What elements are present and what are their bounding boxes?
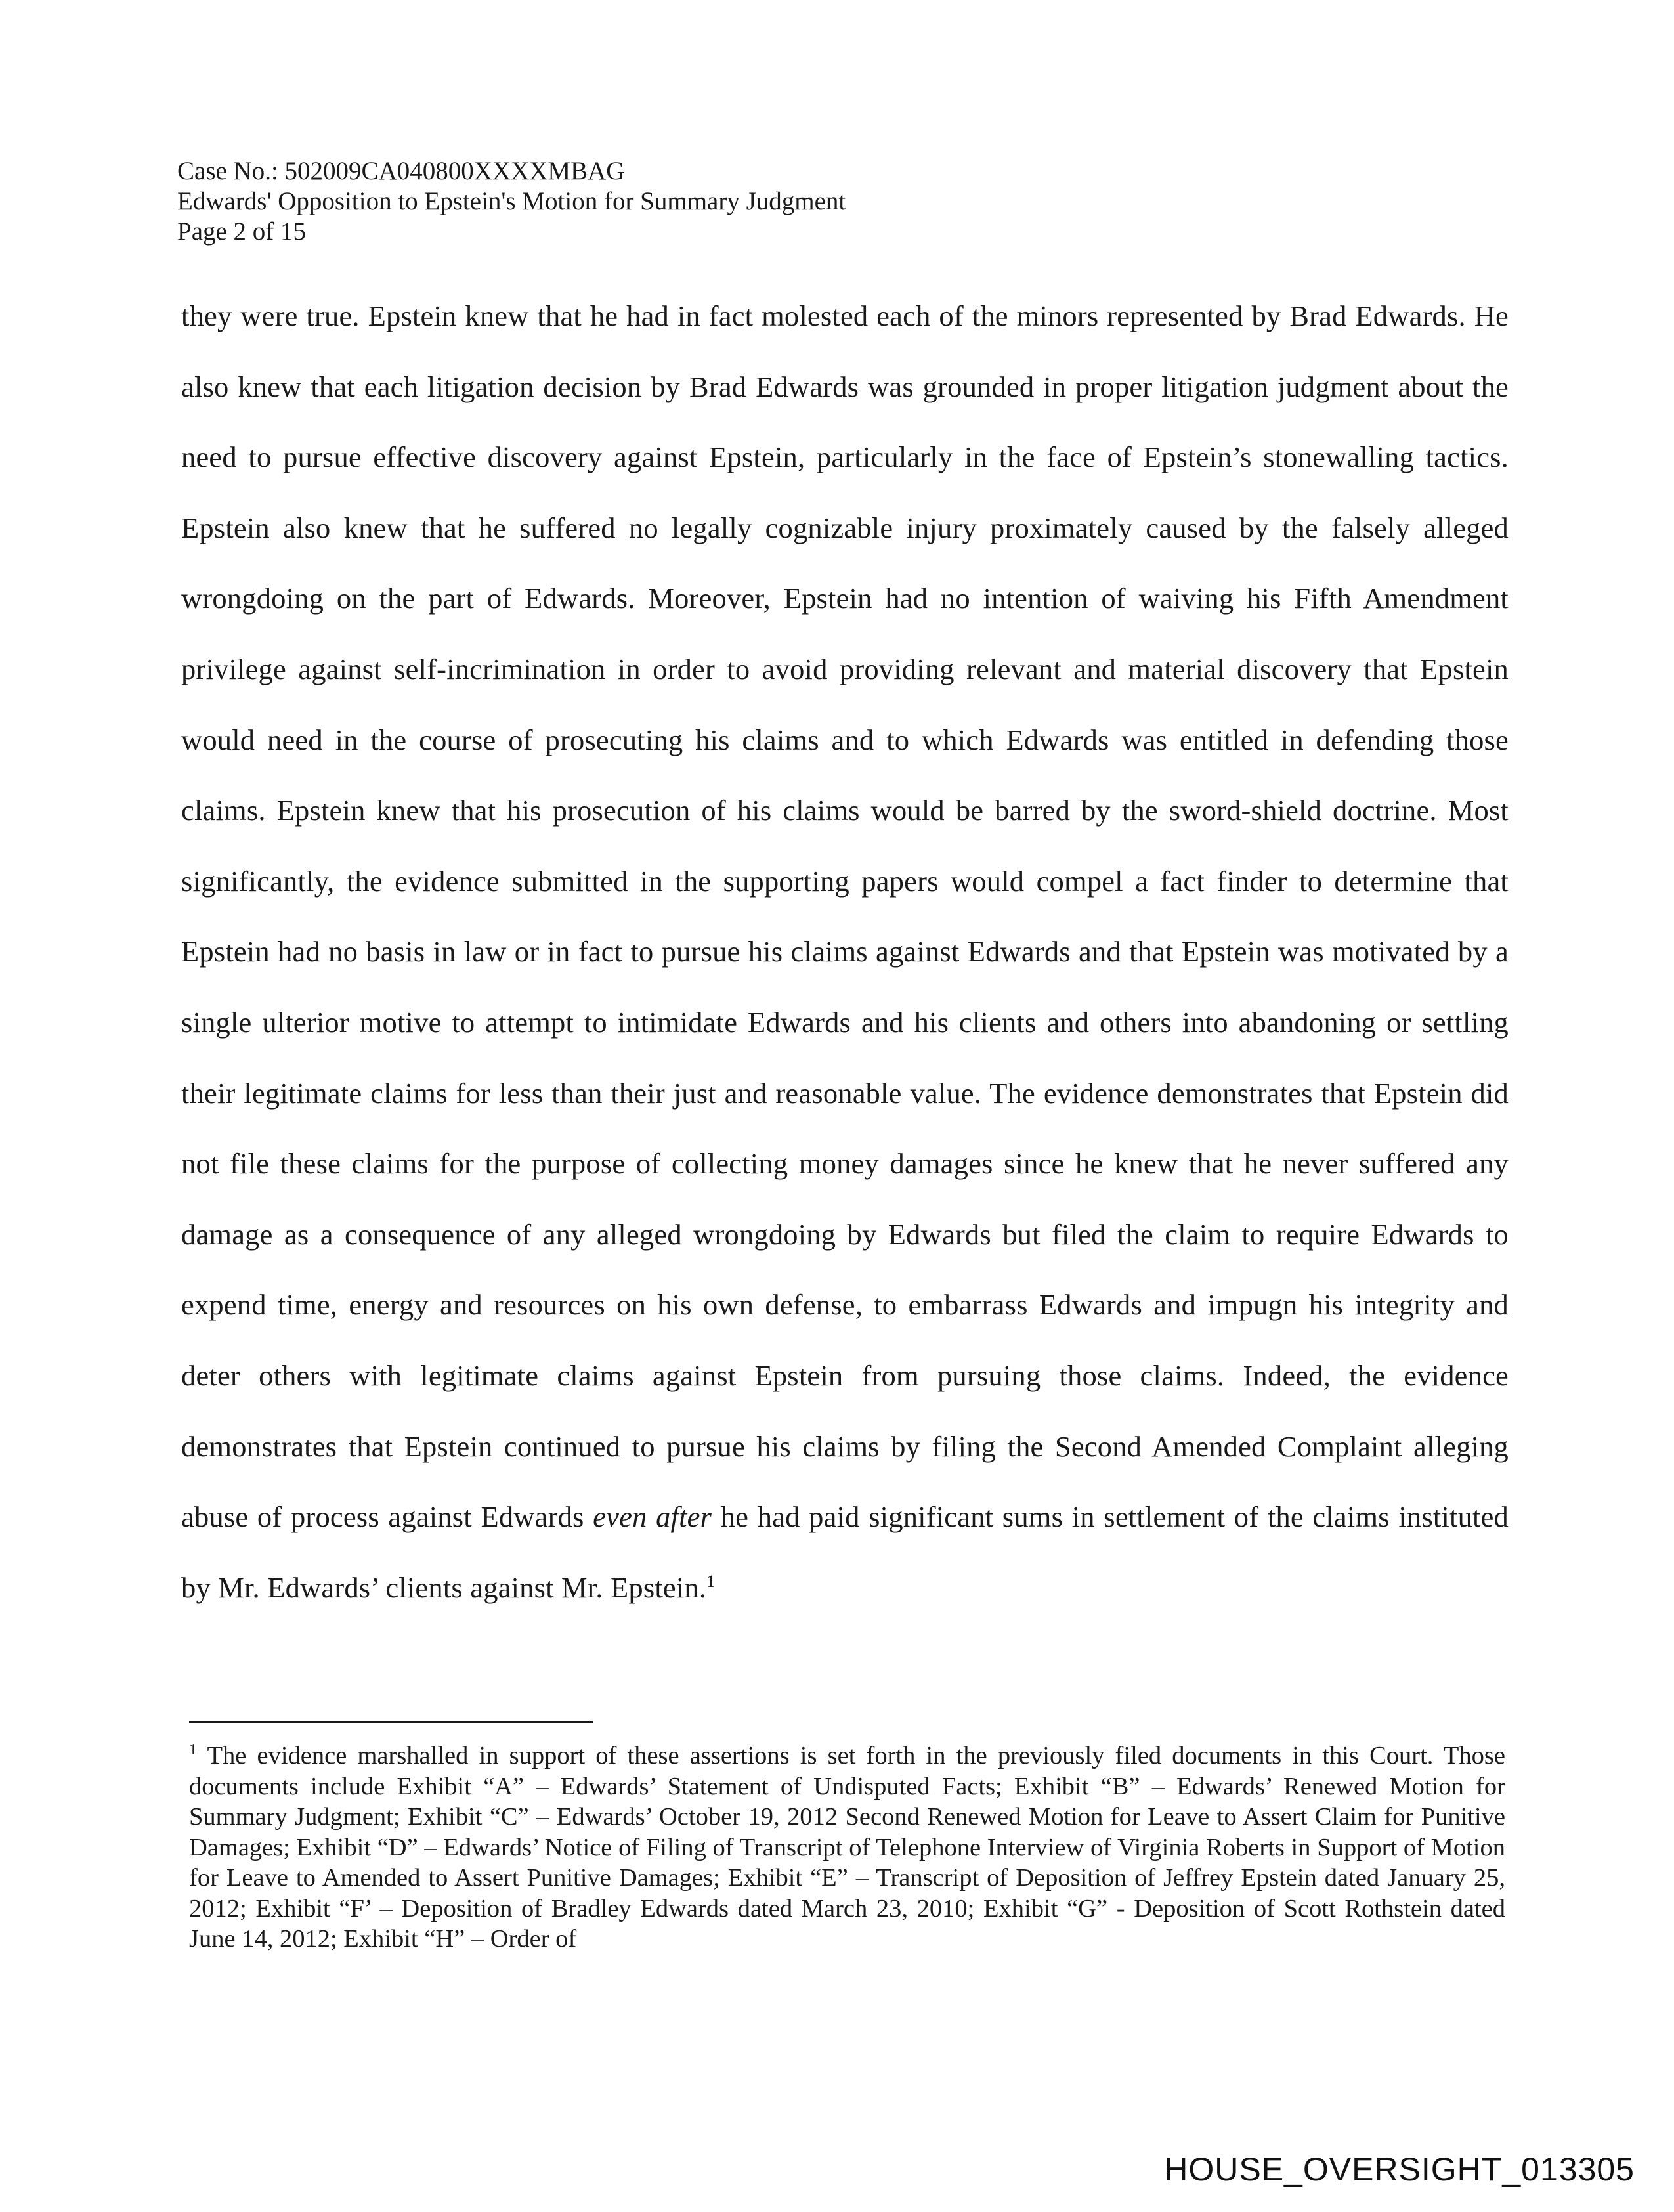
body-italic-phrase: even after (593, 1500, 712, 1534)
body-text-part-2: he had paid significant sums in settlement of the claims instituted by Mr. Edwards’ clients against Mr. Epstein. (181, 1500, 1509, 1604)
footnote-reference[interactable]: 1 (706, 1571, 716, 1591)
bates-number: HOUSE_OVERSIGHT_013305 (1164, 2151, 1635, 2188)
body-paragraph (181, 281, 1509, 1623)
footnote-text: The evidence marshalled in support of these assertions is set forth in the previously filed documents in this Court. Those documents include Exhibit “A” – Edwards’ Statement of Undisputed Facts; Exhibit “B” – Edwards’ Renewed Motion for Summary Judgment; Exhibit “C” – Edwards’ October 19, 2012 Second Renewed Motion for Leave to Assert Claim for Punitive Damages; Exhibit “D” – Edwards’ Notice of Filing of Transcript of Telephone Interview of Virginia Roberts in Support of Motion for Leave to Amended to Assert Punitive Damages; Exhibit “E” – Transcript of Deposition of Jeffrey Epstein dated January 25, 2012; Exhibit “F’ – Deposition of Bradley Edwards dated March 23, 2010; Exhibit “G” - Deposition of Scott Rothstein dated June 14, 2012; Exhibit “H” – Order of (189, 1742, 1505, 1953)
footnote (189, 1741, 1505, 1955)
case-number: Case No.: 502009CA040800XXXXMBAG (177, 157, 625, 185)
page-number: Page 2 of 15 (177, 217, 307, 246)
footnote-divider (189, 1721, 593, 1723)
body-text-part-1: they were true. Epstein knew that he had in fact molested each of the minors represented by Brad Edwards. He also knew that each litigation decision by Brad Edwards was grounded in proper litigation judgment about the need to pursue effective discovery against Epstein, particularly in the face of Epstein’s stonewalling tactics. Epstein also knew that he suffered no legally cognizable injury proximately caused by the falsely alleged wrongdoing on the part of Edwards. Moreover, Epstein had no intention of waiving his Fifth Amendment privilege against self-incrimination in order to avoid providing relevant and material discovery that Epstein would need in the course of prosecuting his claims and to which Edwards was entitled in defending those claims. Epstein knew that his prosecution of his claims would be barred by the sword-shield doctrine. Most significantly, the evidence submitted in the supporting papers would compel a fact finder to determine that Epstein had no basis in law or in fact to pursue his claims against Edwards and that Epstein was motivated by a single ulterior motive to attempt to intimidate Edwards and his clients and others into abandoning or settling their legitimate claims for less than their just and reasonable value. The evidence demonstrates that Epstein did not file these claims for the purpose of collecting money damages since he knew that he never suffered any damage as a consequence of any alleged wrongdoing by Edwards but filed the claim to require Edwards to expend time, energy and resources on his own defense, to embarrass Edwards and impugn his integrity and deter others with legitimate claims against Epstein from pursuing those claims. Indeed, the evidence demonstrates that Epstein continued to pursue his claims by filing the Second Amended Complaint alleging abuse of process against Edwards (181, 299, 1509, 1534)
document-header (177, 156, 846, 247)
footnote-number: 1 (189, 1741, 197, 1759)
document-title: Edwards' Opposition to Epstein's Motion for Summary Judgment (177, 187, 846, 215)
